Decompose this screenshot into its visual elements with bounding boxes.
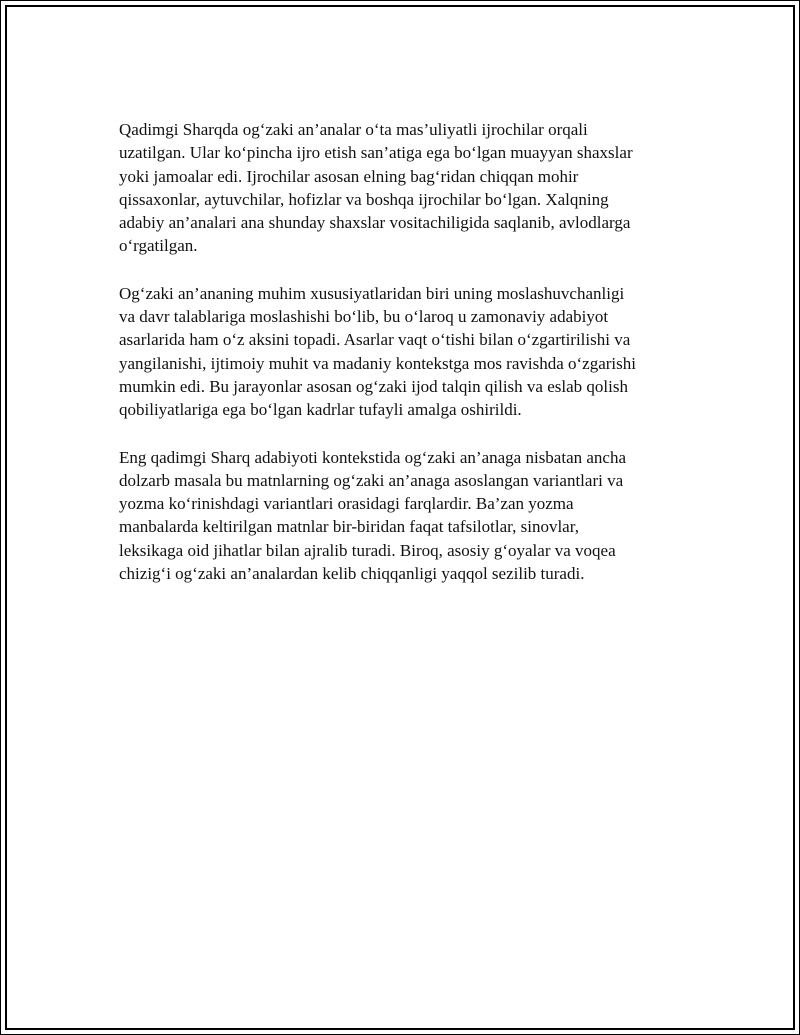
document-body (119, 118, 685, 609)
paragraph-2: Og‘zaki an’ananing muhim xususiyatlaridan biri uning moslashuvchanligi va davr talablariga moslashishi bo‘lib, bu o‘laroq u zamonaviy adabiyot asarlarida ham o‘z aksini topadi. Asarlar vaqt o‘tishi bilan o‘zgartirilishi va yangilanishi, ijtimoiy muhit va madaniy kontekstga mos ravishda o‘zgarishi mumkin edi. Bu jarayonlar asosan og‘zaki ijod talqin qilish va eslab qolish qobiliyatlariga ega bo‘lgan kadrlar tufayli amalga oshirildi. (119, 283, 636, 420)
paragraph-3: Eng qadimgi Sharq adabiyoti kontekstida og‘zaki an’anaga nisbatan ancha dolzarb masala bu matnlarning og‘zaki an’anaga asoslangan variantlari va yozma ko‘rinishdagi variantlari orasidagi farqlardir. Ba’zan yozma manbalarda keltirilgan matnlar bir-biridan faqat tafsilotlar, sinovlar, leksikaga oid jihatlar bilan ajralib turadi. Biroq, asosiy g‘oyalar va voqea chizig‘i og‘zaki an’analardan kelib chiqqanligi yaqqol sezilib turadi. (119, 447, 627, 584)
paragraph-1: Qadimgi Sharqda og‘zaki an’analar o‘ta mas’uliyatli ijrochilar orqali uzatilgan. Ular ko‘pincha ijro etish san’atiga ega bo‘lgan muayyan shaxslar yoki jamoalar edi. Ijrochilar asosan elning bag‘ridan chiqqan mohir qissaxonlar, aytuvchilar, hofizlar va boshqa ijrochilar bo‘lgan. Xalqning adabiy an’analari ana shunday shaxslar vositachiligida saqlanib, avlodlarga o‘rgatilgan. (119, 120, 633, 256)
